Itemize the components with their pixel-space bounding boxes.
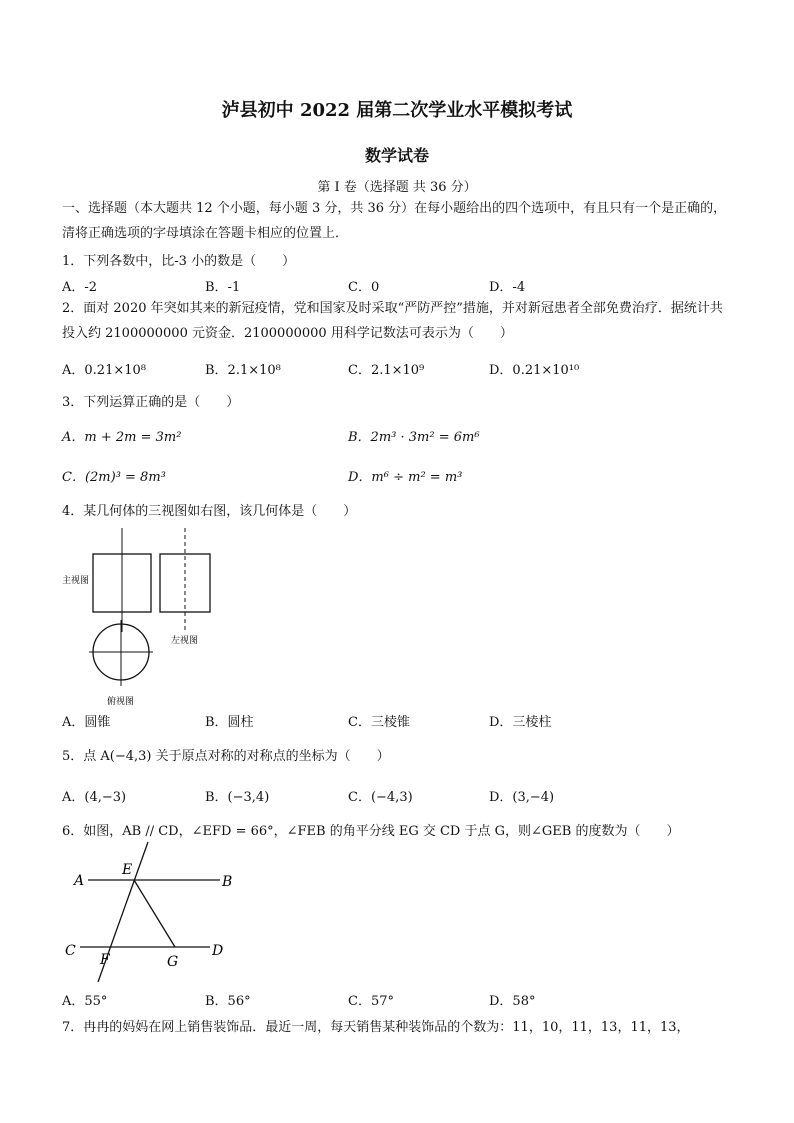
instructions: 一、选择题（本大题共 12 个小题，每小题 3 分，共 36 分）在每小题给出的四个选项中，有且只有一个是正确的，清将正确选项的字母填涂在答题卡相应的位置上．	[62, 201, 727, 241]
point-a-label: A	[74, 873, 85, 889]
label-front-view: 主视图	[62, 576, 90, 586]
point-d-label: D	[212, 943, 224, 959]
q3-option-c: C．(2m)³ = 8m³	[62, 470, 166, 485]
q5-option-a: A．(4,−3)	[62, 790, 127, 805]
q2-option-c: C．2.1×10⁹	[348, 363, 425, 378]
question-1-stem: 1．下列各数中，比-3 小的数是（ ）	[62, 254, 296, 269]
exam-title: 泸县初中 2022 届第二次学业水平模拟考试	[221, 100, 573, 121]
left-view-rect	[160, 554, 210, 612]
q4-option-a: A．圆锥	[62, 715, 111, 730]
section-heading: 第 I 卷（选择题 共 36 分）	[317, 180, 477, 195]
parallel-lines-svg	[60, 840, 245, 985]
label-left-view: 左视图	[171, 636, 199, 646]
question-2-stem: 2．面对 2020 年突如其来的新冠疫情，党和国家及时采取“严防严控”措施，并对新冠患者全部免费治疗．据统计共投入约 2100000000 元资金．2100000000 用科学记数法可表示为（ ）	[62, 301, 723, 341]
point-f-label: F	[100, 952, 110, 968]
exam-subtitle: 数学试卷	[364, 146, 429, 165]
q2-option-b: B．2.1×10⁸	[205, 363, 281, 378]
point-g-label: G	[167, 954, 179, 970]
point-c-label: C	[65, 943, 76, 959]
q5-option-d: D．(3,−4)	[489, 790, 555, 805]
q6-option-c: C．57°	[348, 994, 394, 1009]
point-e-label: E	[122, 862, 133, 878]
q5-option-c: C．(−4,3)	[348, 790, 413, 805]
parallel-lines-figure	[60, 840, 245, 985]
q4-option-b: B．圆柱	[205, 715, 254, 730]
question-6-stem: 6．如图，AB // CD，∠EFD = 66°，∠FEB 的角平分线 EG 交 CD 于点 G，则∠GEB 的度数为（ ）	[62, 824, 680, 839]
q2-option-d: D．0.21×10¹⁰	[489, 363, 580, 378]
question-7-stem: 7．冉冉的妈妈在网上销售装饰品．最近一周，每天销售某种装饰品的个数为：11，10，11，13，11，13，	[62, 1020, 690, 1035]
q1-option-d: D．-4	[489, 280, 526, 295]
q2-option-a: A．0.21×10⁸	[62, 363, 146, 378]
q6-option-a: A．55°	[62, 994, 108, 1009]
label-top-view: 俯视图	[107, 697, 135, 707]
q1-option-b: B．-1	[205, 280, 241, 295]
q5-option-b: B．(−3,4)	[205, 790, 270, 805]
three-views-figure	[60, 526, 230, 710]
point-b-label: B	[222, 874, 233, 890]
line-eg	[134, 880, 175, 947]
q1-option-a: A．-2	[62, 280, 98, 295]
q4-option-d: D．三棱柱	[489, 715, 552, 730]
q4-option-c: C．三棱锥	[348, 715, 410, 730]
question-4-stem: 4．某几何体的三视图如右图，该几何体是（ ）	[62, 504, 357, 519]
q6-option-b: B．56°	[205, 994, 251, 1009]
three-views-svg	[60, 526, 230, 710]
q3-option-a: A．m + 2m = 3m²	[62, 430, 182, 445]
q1-option-c: C．0	[348, 280, 380, 295]
q3-option-b: B．2m³ · 3m² = 6m⁶	[348, 430, 480, 445]
q3-option-d: D．m⁶ ÷ m² = m³	[348, 470, 463, 485]
question-3-stem: 3．下列运算正确的是（ ）	[62, 395, 240, 410]
question-5-stem: 5．点 A(−4,3) 关于原点对称的对称点的坐标为（ ）	[62, 749, 390, 764]
q6-option-d: D．58°	[489, 994, 536, 1009]
